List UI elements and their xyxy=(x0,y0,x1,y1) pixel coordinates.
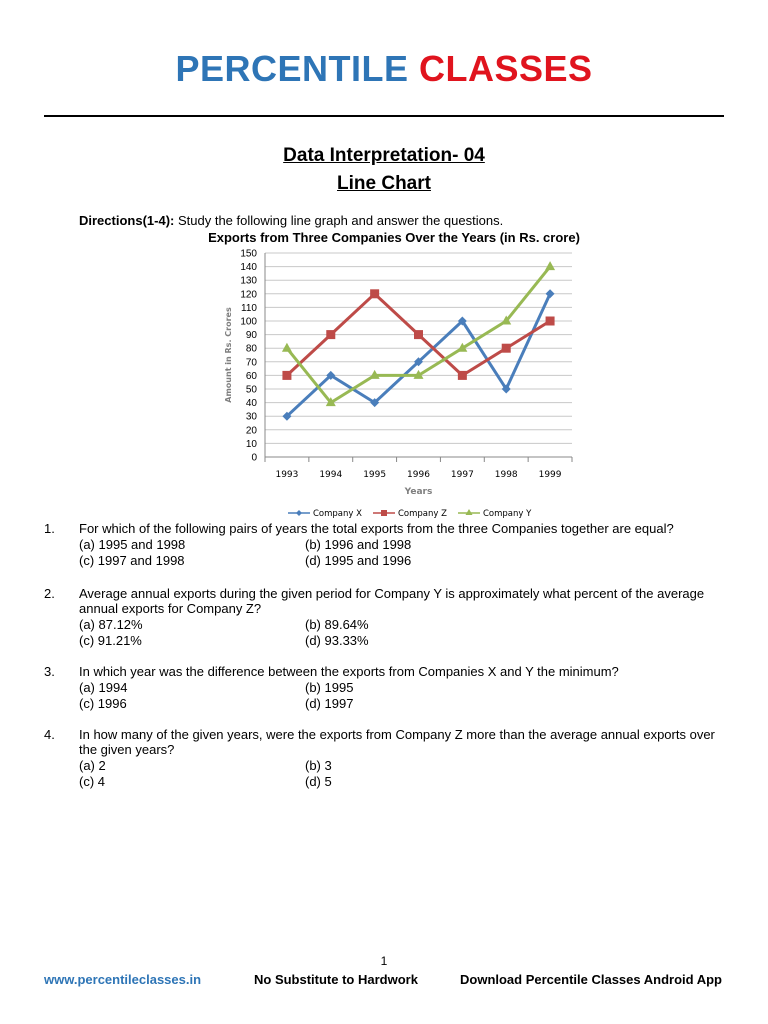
option-a: (a) 87.12% xyxy=(79,617,143,632)
brand-part1: PERCENTILE xyxy=(175,48,409,89)
y-tick-label: 150 xyxy=(240,248,257,260)
y-tick-label: 40 xyxy=(245,398,257,410)
option-a: (a) 1995 and 1998 xyxy=(79,537,186,552)
brand-part2: CLASSES xyxy=(419,48,593,89)
option-d: (d) 5 xyxy=(305,774,332,789)
data-point xyxy=(458,371,467,380)
line-chart xyxy=(210,246,590,526)
option-c: (c) 91.21% xyxy=(79,633,142,648)
footer-tagline: No Substitute to Hardwork xyxy=(254,972,418,987)
data-point xyxy=(282,371,291,380)
question-number: 1. xyxy=(44,521,55,536)
question-text: In which year was the difference between the exports from Companies X and Y the minimum? xyxy=(79,664,619,679)
data-point xyxy=(545,261,555,270)
option-b: (b) 89.64% xyxy=(305,617,369,632)
y-tick-label: 100 xyxy=(240,316,257,328)
y-tick-label: 60 xyxy=(245,370,257,382)
data-point xyxy=(296,510,302,516)
document-title: Data Interpretation- 04 xyxy=(283,145,485,166)
document-subtitle: Line Chart xyxy=(337,173,431,194)
question-text: Average annual exports during the given period for Company Y is approximately what percent of the average annual exports for Company Z? xyxy=(79,586,705,616)
y-tick-label: 70 xyxy=(245,357,257,369)
option-c: (c) 1997 and 1998 xyxy=(79,553,185,568)
y-tick-label: 140 xyxy=(240,262,257,274)
brand-logo-text xyxy=(0,48,768,90)
y-tick-label: 110 xyxy=(241,302,257,314)
option-c: (c) 1996 xyxy=(79,696,127,711)
legend-label: Company X xyxy=(313,509,362,519)
footer-app-promo: Download Percentile Classes Android App xyxy=(460,972,722,987)
x-tick-label: 1993 xyxy=(275,470,299,480)
x-tick-label: 1999 xyxy=(538,470,562,480)
y-tick-label: 130 xyxy=(240,275,257,287)
option-a: (a) 1994 xyxy=(79,680,128,695)
data-point xyxy=(414,330,423,339)
y-tick-label: 0 xyxy=(251,452,257,464)
page-number: 1 xyxy=(380,954,388,968)
directions xyxy=(79,213,503,228)
data-point xyxy=(326,330,335,339)
question-text: For which of the following pairs of years the total exports from the three Companies together are equal? xyxy=(79,521,674,536)
x-tick-label: 1998 xyxy=(494,470,518,480)
y-tick-label: 30 xyxy=(245,411,257,423)
legend-label: Company Z xyxy=(398,509,447,519)
footer-website-link[interactable]: www.percentileclasses.in xyxy=(44,972,202,987)
directions-label: Directions(1-4): xyxy=(79,213,175,228)
option-d: (d) 1995 and 1996 xyxy=(305,553,412,568)
data-point xyxy=(466,509,473,515)
question-text: In how many of the given years, were the exports from Company Z more than the average annual exports over the given years? xyxy=(79,727,715,757)
option-c: (c) 4 xyxy=(79,774,105,789)
legend-label: Company Y xyxy=(483,509,532,519)
option-b: (b) 1995 xyxy=(305,680,354,695)
x-tick-label: 1997 xyxy=(450,470,474,480)
question-number: 2. xyxy=(44,586,55,601)
x-tick-label: 1994 xyxy=(319,470,343,480)
y-tick-label: 120 xyxy=(240,289,257,301)
option-a: (a) 2 xyxy=(79,758,106,773)
chart-title: Exports from Three Companies Over the Years (in Rs. crore) xyxy=(208,230,580,245)
option-b: (b) 3 xyxy=(305,758,332,773)
x-tick-label: 1995 xyxy=(363,470,387,480)
option-d: (d) 93.33% xyxy=(305,633,369,648)
x-tick-label: 1996 xyxy=(407,470,430,480)
y-tick-label: 10 xyxy=(245,438,257,450)
data-point xyxy=(370,289,379,298)
data-point xyxy=(502,344,511,353)
question-number: 3. xyxy=(44,664,55,679)
data-point xyxy=(546,289,555,298)
data-point xyxy=(381,510,387,516)
y-axis-label: Amount in Rs. Crores xyxy=(224,307,233,403)
option-b: (b) 1996 and 1998 xyxy=(305,537,412,552)
y-tick-label: 50 xyxy=(245,384,257,396)
y-tick-label: 90 xyxy=(245,330,257,342)
question-number: 4. xyxy=(44,727,55,742)
y-tick-label: 20 xyxy=(245,425,257,437)
directions-text: Study the following line graph and answer the questions. xyxy=(174,213,504,228)
option-d: (d) 1997 xyxy=(305,696,354,711)
y-tick-label: 80 xyxy=(245,343,257,355)
header-divider xyxy=(44,115,724,117)
x-axis-label: Years xyxy=(404,487,433,497)
data-point xyxy=(546,317,555,326)
data-point xyxy=(282,343,292,352)
